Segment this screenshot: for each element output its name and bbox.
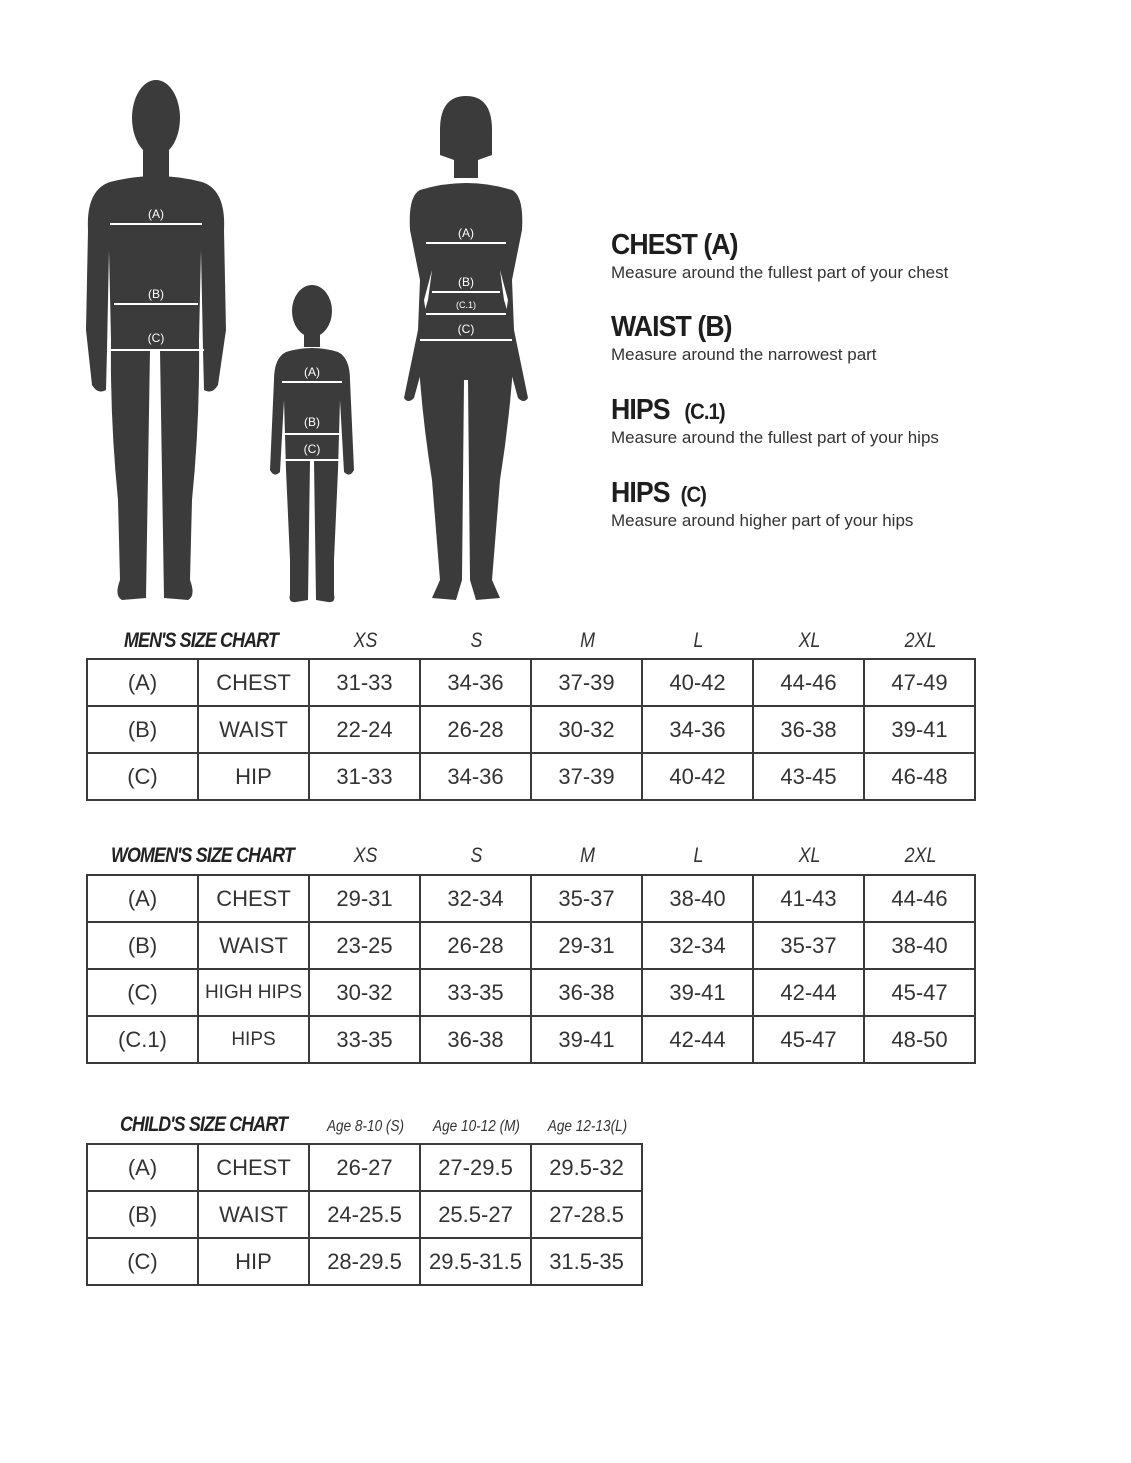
measure-name: HIGH HIPS [198, 969, 309, 1016]
guide-hips-c-desc: Measure around higher part of your hips [611, 511, 914, 530]
size-value: 46-48 [864, 753, 975, 800]
size-value: 36-38 [420, 1016, 531, 1063]
size-header: Age 8-10 (S) [326, 1118, 405, 1135]
body-silhouettes [0, 0, 600, 620]
size-value: 34-36 [420, 659, 531, 706]
measure-code: (C.1) [87, 1016, 198, 1063]
measure-code: (A) [87, 659, 198, 706]
table-row [87, 1016, 975, 1063]
size-value: 43-45 [753, 753, 864, 800]
table-row [87, 922, 975, 969]
size-value: 33-35 [420, 969, 531, 1016]
size-value: 26-28 [420, 922, 531, 969]
size-value: 24-25.5 [309, 1191, 420, 1238]
size-value: 29-31 [309, 875, 420, 922]
size-value: 36-38 [531, 969, 642, 1016]
size-header: S [470, 844, 483, 867]
size-header: M [580, 844, 595, 867]
size-value: 29.5-32 [531, 1144, 642, 1191]
size-value: 35-37 [531, 875, 642, 922]
size-value: 42-44 [753, 969, 864, 1016]
size-header: M [580, 629, 595, 652]
size-header: XL [798, 844, 821, 867]
measure-code: (B) [87, 922, 198, 969]
child-label-c: (C) [303, 442, 321, 456]
child-label-b: (B) [304, 415, 320, 429]
size-value: 38-40 [642, 875, 753, 922]
size-header: Age 12-13(L) [547, 1118, 628, 1135]
measure-name: WAIST [198, 1191, 309, 1238]
measure-name: CHEST [198, 875, 309, 922]
size-value: 26-27 [309, 1144, 420, 1191]
woman-silhouette [404, 96, 528, 600]
man-label-c: (C) [147, 331, 165, 345]
size-value: 25.5-27 [420, 1191, 531, 1238]
table-row [87, 706, 975, 753]
size-value: 37-39 [531, 659, 642, 706]
child-label-a: (A) [304, 365, 320, 379]
table-row [87, 659, 975, 706]
woman-label-c1: (C.1) [456, 300, 476, 310]
size-value: 30-32 [531, 706, 642, 753]
size-value: 23-25 [309, 922, 420, 969]
table-row [87, 1191, 642, 1238]
childs-chart-title: CHILD'S SIZE CHART [120, 1113, 288, 1136]
measure-name: HIP [198, 1238, 309, 1285]
size-header: 2XL [904, 629, 937, 652]
size-value: 40-42 [642, 753, 753, 800]
size-value: 34-36 [642, 706, 753, 753]
size-value: 39-41 [531, 1016, 642, 1063]
womens-chart-title: WOMEN'S SIZE CHART [111, 844, 294, 867]
womens-size-table [86, 874, 976, 1064]
size-value: 32-34 [642, 922, 753, 969]
measure-code: (C) [87, 753, 198, 800]
guide-chest-desc: Measure around the fullest part of your chest [611, 263, 949, 282]
guide-waist-title: WAIST (B) [611, 311, 732, 343]
table-row [87, 969, 975, 1016]
size-value: 31.5-35 [531, 1238, 642, 1285]
size-value: 47-49 [864, 659, 975, 706]
guide-waist-desc: Measure around the narrowest part [611, 345, 877, 364]
measure-name: HIPS [198, 1016, 309, 1063]
size-value: 40-42 [642, 659, 753, 706]
guide-chest-title: CHEST (A) [611, 229, 738, 261]
size-value: 37-39 [531, 753, 642, 800]
size-value: 41-43 [753, 875, 864, 922]
measure-code: (B) [87, 1191, 198, 1238]
size-value: 45-47 [864, 969, 975, 1016]
size-value: 31-33 [309, 753, 420, 800]
table-row [87, 875, 975, 922]
man-label-b: (B) [148, 287, 164, 301]
size-value: 42-44 [642, 1016, 753, 1063]
woman-label-c: (C) [457, 322, 475, 336]
size-header: XS [353, 629, 378, 652]
guide-hips-c1-desc: Measure around the fullest part of your hips [611, 428, 939, 447]
man-label-a: (A) [148, 207, 164, 221]
measure-code: (A) [87, 1144, 198, 1191]
measure-code: (B) [87, 706, 198, 753]
measure-code: (A) [87, 875, 198, 922]
size-value: 29-31 [531, 922, 642, 969]
size-value: 22-24 [309, 706, 420, 753]
mens-chart-title: MEN'S SIZE CHART [124, 629, 278, 652]
size-value: 34-36 [420, 753, 531, 800]
size-value: 48-50 [864, 1016, 975, 1063]
size-value: 27-29.5 [420, 1144, 531, 1191]
size-header: Age 10-12 (M) [433, 1118, 520, 1135]
size-value: 33-35 [309, 1016, 420, 1063]
size-header: XS [353, 844, 378, 867]
size-header: XL [798, 629, 821, 652]
guide-hips-c1-title: HIPS (C.1) [611, 394, 725, 426]
size-header: 2XL [904, 844, 937, 867]
size-value: 45-47 [753, 1016, 864, 1063]
size-value: 35-37 [753, 922, 864, 969]
size-value: 44-46 [864, 875, 975, 922]
size-header: L [693, 629, 704, 652]
size-value: 39-41 [642, 969, 753, 1016]
guide-hips-c-title: HIPS (C) [611, 477, 706, 509]
table-row [87, 1238, 642, 1285]
measure-name: CHEST [198, 1144, 309, 1191]
size-value: 29.5-31.5 [420, 1238, 531, 1285]
size-value: 32-34 [420, 875, 531, 922]
size-value: 39-41 [864, 706, 975, 753]
table-row [87, 1144, 642, 1191]
size-header: L [693, 844, 704, 867]
childs-size-table [86, 1143, 643, 1286]
woman-label-b: (B) [458, 275, 474, 289]
size-header: S [470, 629, 483, 652]
table-row [87, 753, 975, 800]
measure-name: HIP [198, 753, 309, 800]
measure-name: CHEST [198, 659, 309, 706]
size-value: 36-38 [753, 706, 864, 753]
size-value: 30-32 [309, 969, 420, 1016]
measure-name: WAIST [198, 922, 309, 969]
size-value: 38-40 [864, 922, 975, 969]
woman-label-a: (A) [458, 226, 474, 240]
size-value: 27-28.5 [531, 1191, 642, 1238]
measure-code: (C) [87, 969, 198, 1016]
size-value: 31-33 [309, 659, 420, 706]
measure-code: (C) [87, 1238, 198, 1285]
mens-size-table [86, 658, 976, 801]
size-value: 26-28 [420, 706, 531, 753]
size-value: 44-46 [753, 659, 864, 706]
measure-name: WAIST [198, 706, 309, 753]
size-value: 28-29.5 [309, 1238, 420, 1285]
